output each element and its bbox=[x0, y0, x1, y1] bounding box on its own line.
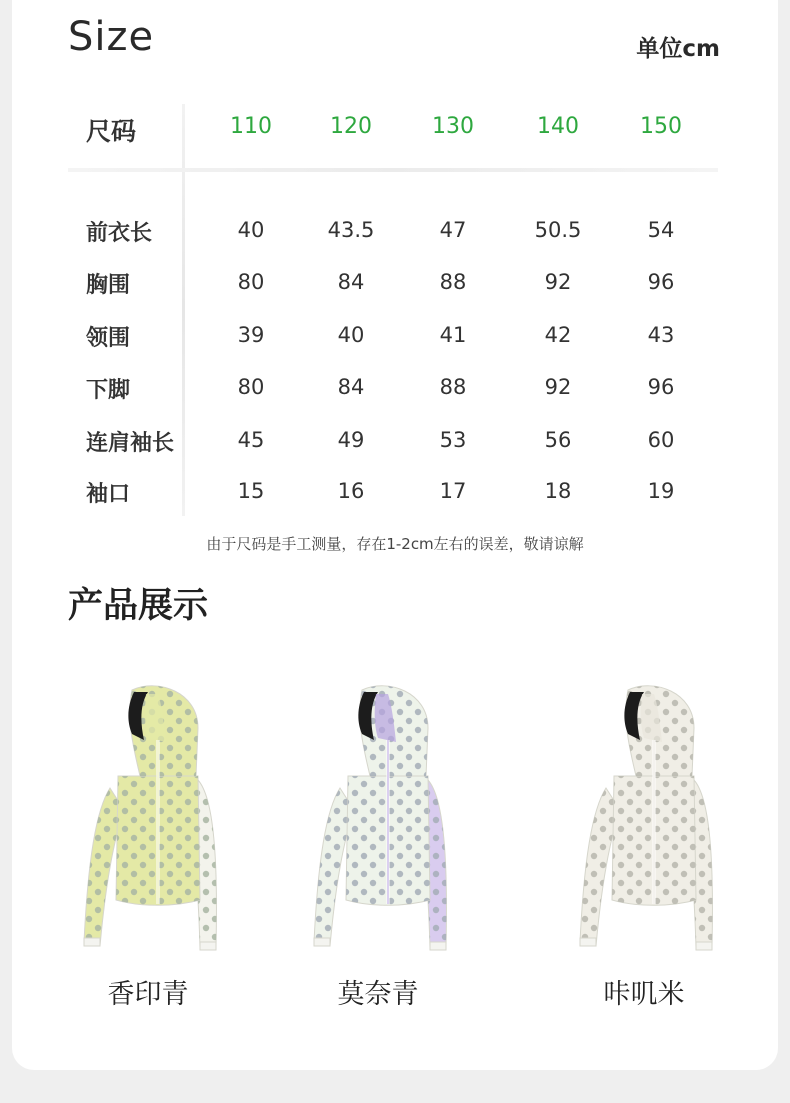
measurement-cell: 50.5 bbox=[534, 218, 582, 242]
measurement-cell: 56 bbox=[544, 428, 572, 452]
measurement-row-label: 胸围 bbox=[86, 273, 131, 298]
measurement-row-label: 领围 bbox=[86, 326, 131, 351]
measurement-cell: 80 bbox=[237, 270, 265, 294]
product-image bbox=[544, 680, 744, 970]
measurement-cell: 92 bbox=[544, 375, 572, 399]
measurement-cell: 92 bbox=[544, 270, 572, 294]
measurement-cell: 53 bbox=[439, 428, 467, 452]
measurement-row-label: 连肩袖长 bbox=[86, 431, 175, 456]
size-column-header: 150 bbox=[640, 114, 682, 139]
measurement-note: 由于尺码是手工测量，存在1-2cm左右的误差，敬请谅解 bbox=[206, 535, 584, 553]
measurement-cell: 80 bbox=[237, 375, 265, 399]
measurement-cell: 18 bbox=[544, 479, 572, 503]
measurement-cell: 84 bbox=[337, 270, 365, 294]
measurement-cell: 41 bbox=[439, 323, 467, 347]
size-column-header: 120 bbox=[330, 114, 372, 139]
measurement-cell: 17 bbox=[439, 479, 467, 503]
measurement-cell: 42 bbox=[544, 323, 572, 347]
measurement-row-label: 前衣长 bbox=[86, 221, 153, 246]
table-horizontal-divider bbox=[68, 168, 718, 172]
table-vertical-divider bbox=[182, 104, 185, 516]
size-column-header: 110 bbox=[230, 114, 272, 139]
size-header-label: 尺码 bbox=[86, 117, 137, 146]
size-column-header: 130 bbox=[432, 114, 474, 139]
size-title: Size bbox=[68, 14, 155, 60]
measurement-cell: 84 bbox=[337, 375, 365, 399]
measurement-cell: 49 bbox=[337, 428, 365, 452]
measurement-row-label: 下脚 bbox=[86, 378, 131, 403]
measurement-row-label: 袖口 bbox=[86, 482, 131, 507]
measurement-cell: 96 bbox=[647, 270, 675, 294]
measurement-cell: 40 bbox=[337, 323, 365, 347]
measurement-cell: 88 bbox=[439, 270, 467, 294]
measurement-cell: 40 bbox=[237, 218, 265, 242]
measurement-cell: 16 bbox=[337, 479, 365, 503]
measurement-cell: 19 bbox=[647, 479, 675, 503]
measurement-cell: 60 bbox=[647, 428, 675, 452]
measurement-cell: 15 bbox=[237, 479, 265, 503]
measurement-cell: 43 bbox=[647, 323, 675, 347]
measurement-cell: 54 bbox=[647, 218, 675, 242]
unit-label: 单位cm bbox=[636, 36, 720, 62]
product-image bbox=[278, 680, 478, 970]
product-color-name: 咔叽米 bbox=[603, 979, 685, 1010]
measurement-cell: 96 bbox=[647, 375, 675, 399]
measurement-cell: 88 bbox=[439, 375, 467, 399]
product-section-title: 产品展示 bbox=[68, 586, 209, 626]
product-image bbox=[48, 680, 248, 970]
measurement-cell: 45 bbox=[237, 428, 265, 452]
product-color-name: 莫奈青 bbox=[337, 979, 419, 1010]
size-column-header: 140 bbox=[537, 114, 579, 139]
product-color-name: 香印青 bbox=[107, 979, 189, 1010]
measurement-cell: 47 bbox=[439, 218, 467, 242]
measurement-cell: 43.5 bbox=[327, 218, 375, 242]
measurement-cell: 39 bbox=[237, 323, 265, 347]
